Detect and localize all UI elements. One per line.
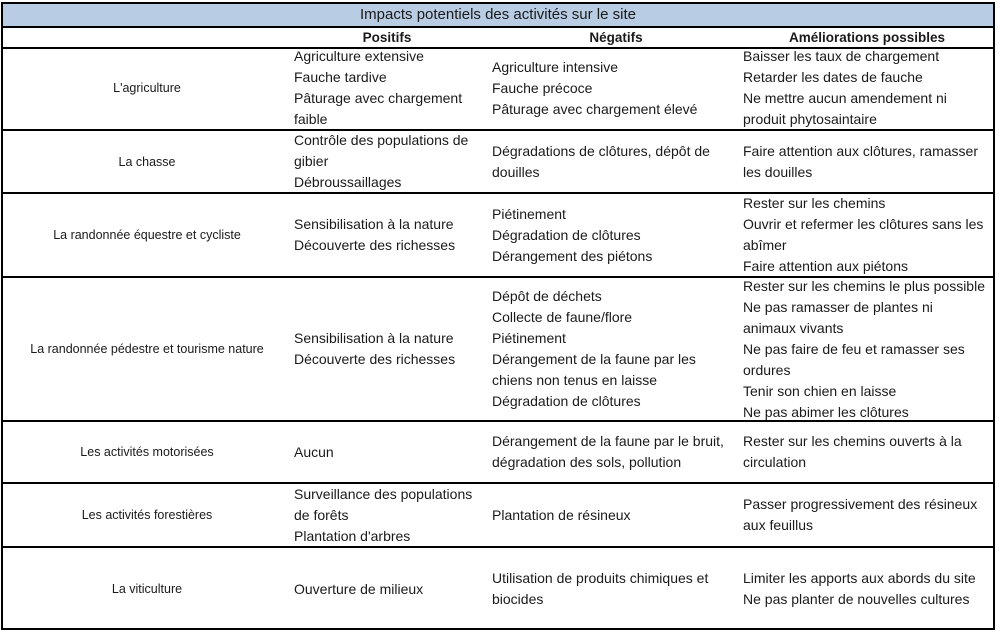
cell-line: Dérangement de la faune par les (492, 351, 696, 367)
ameliorations-cell (743, 484, 995, 546)
cell-line: Rester sur les chemins le plus possible (743, 277, 985, 294)
cell-line: Faire attention aux piétons (743, 258, 908, 274)
positifs-cell (294, 194, 490, 276)
cell-line: Utilisation de produits chimiques et (492, 570, 709, 586)
cell-line: Dérangement des piétons (492, 247, 653, 264)
cell-line: Ne mettre aucun amendement ni (743, 90, 947, 106)
cell-line: Tenir son chien en laisse (743, 382, 897, 399)
negatifs-cell (492, 278, 740, 420)
ameliorations-cell (743, 278, 995, 420)
cell-line: produit phytosaintaire (743, 111, 877, 127)
cell-line: Passer progressivement des résineux (743, 496, 978, 512)
activity-label: La chasse (118, 154, 176, 169)
cell-line: dégradation des sols, pollution (492, 454, 682, 470)
negatifs-cell (492, 47, 740, 129)
header-positifs: Positifs (362, 30, 412, 45)
cell-line: Ne pas ramasser de plantes ni (743, 298, 933, 315)
negatifs-cell (492, 194, 740, 276)
cell-line: Ouvrir et refermer les clôtures sans les (743, 216, 984, 232)
header-negatifs: Négatifs (589, 30, 643, 45)
cell-line: Pâturage avec chargement élevé (492, 100, 698, 117)
activity-label: L'agriculture (113, 81, 181, 95)
table-row (3, 131, 993, 194)
activity-label: La viticulture (111, 582, 183, 596)
cell-line: Dégradation de clôtures (492, 393, 641, 409)
cell-line: les douilles (743, 163, 813, 180)
positifs-cell (294, 47, 490, 129)
cell-line: Ne pas abimer les clôtures (743, 403, 909, 420)
activity-cell (3, 131, 291, 192)
cell-line: douilles (492, 163, 540, 180)
cell-line: Ne pas planter de nouvelles cultures (743, 591, 970, 607)
cell-line: abîmer (743, 237, 787, 253)
table-title: Impacts potentiels des activités sur le site (3, 4, 993, 28)
cell-line: Plantation de résineux (492, 506, 631, 523)
cell-line: Dépôt de déchets (492, 288, 602, 304)
cell-line: Ouverture de milieux (294, 580, 424, 597)
positifs-cell (294, 278, 490, 420)
ameliorations-cell (743, 131, 995, 192)
cell-line: Découverte des richesses (294, 351, 456, 367)
cell-line: Dégradation de clôtures (492, 226, 641, 243)
cell-line: Ne pas faire de feu et ramasser ses (743, 340, 965, 357)
cell-line: ordures (743, 361, 791, 378)
ameliorations-cell (743, 47, 995, 129)
activity-label: Les activités motorisées (80, 445, 214, 459)
cell-line: chiens non tenus en laisse (492, 372, 657, 388)
cell-line: Baisser les taux de chargement (743, 48, 940, 64)
positifs-cell (294, 484, 490, 546)
activity-cell (3, 278, 291, 420)
activity-label: Les activités forestières (81, 508, 213, 522)
table-row (3, 194, 993, 278)
cell-line: Faire attention aux clôtures, ramasser (743, 142, 978, 159)
cell-line: Pâturage avec chargement (294, 90, 463, 106)
positifs-cell (294, 422, 490, 482)
activity-label: La randonnée équestre et cycliste (53, 228, 241, 242)
ameliorations-cell (743, 548, 995, 630)
cell-line: Rester sur les chemins ouverts à la (743, 433, 962, 449)
cell-line: Fauche tardive (294, 69, 387, 85)
cell-line: Découverte des richesses (294, 237, 456, 253)
positifs-cell (294, 131, 490, 192)
table-row (3, 278, 993, 422)
cell-line: aux feuillus (743, 517, 814, 533)
cell-line: Collecte de faune/flore (492, 309, 633, 325)
cell-line: Agriculture extensive (294, 48, 424, 64)
cell-line: Piétinement (492, 330, 566, 346)
cell-line: circulation (743, 454, 807, 470)
positifs-cell (294, 548, 490, 630)
table-row (3, 47, 993, 131)
cell-line: Contrôle des populations de (294, 132, 469, 148)
cell-line: Fauche précoce (492, 79, 593, 96)
cell-line: Agriculture intensive (492, 58, 619, 75)
cell-line: Sensibilisation à la nature (294, 216, 454, 232)
table-row (3, 422, 993, 484)
activity-cell (3, 548, 291, 630)
negatifs-cell (492, 131, 740, 192)
cell-line: Surveillance des populations (294, 485, 473, 502)
cell-line: animaux vivants (743, 319, 844, 336)
cell-line: faible (294, 111, 328, 127)
negatifs-cell (492, 422, 740, 482)
negatifs-cell (492, 484, 740, 546)
cell-line: biocides (492, 591, 544, 607)
ameliorations-cell (743, 194, 995, 276)
header-ameliorations: Améliorations possibles (788, 30, 946, 45)
cell-line: Piétinement (492, 205, 566, 222)
activity-cell (3, 194, 291, 276)
cell-line: Plantation d'arbres (294, 527, 411, 544)
activity-cell (3, 422, 291, 482)
cell-line: Limiter les apports aux abords du site (743, 570, 976, 586)
activity-label: La randonnée pédestre et tourisme nature (30, 342, 264, 356)
activity-cell (3, 484, 291, 546)
activity-cell (3, 47, 291, 129)
impacts-table (1, 2, 995, 630)
table-row (3, 548, 993, 630)
cell-line: Retarder les dates de fauche (743, 69, 923, 85)
negatifs-cell (492, 548, 740, 630)
ameliorations-cell (743, 422, 995, 482)
cell-line: Dégradations de clôtures, dépôt de (492, 142, 710, 159)
cell-line: gibier (294, 153, 329, 169)
cell-line: Aucun (294, 443, 334, 460)
table-row (3, 484, 993, 548)
cell-line: Débroussaillages (294, 174, 402, 190)
cell-line: Dérangement de la faune par le bruit, (492, 433, 724, 449)
cell-line: Sensibilisation à la nature (294, 330, 454, 346)
cell-line: de forêts (294, 506, 349, 523)
cell-line: Rester sur les chemins (743, 195, 886, 211)
